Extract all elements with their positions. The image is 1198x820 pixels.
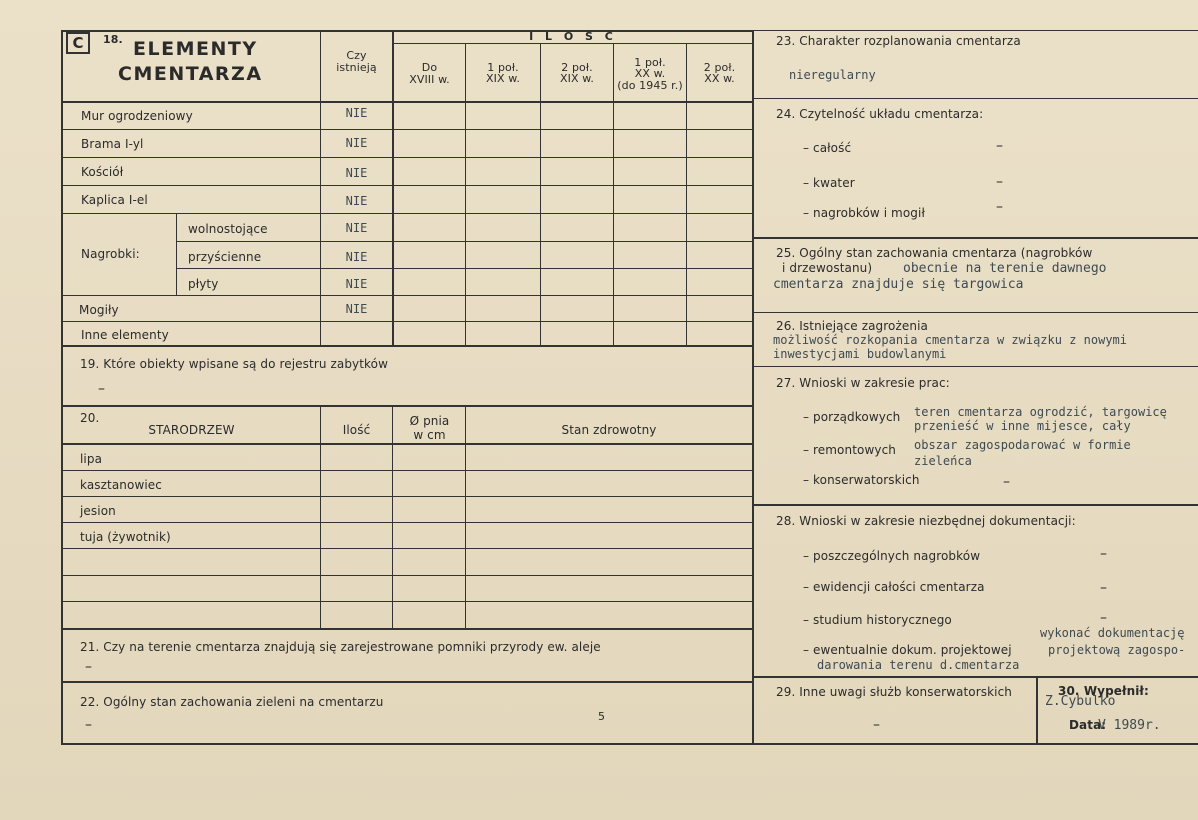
frame-top-right [752, 30, 1198, 31]
q24-text: 24. Czytelność układu cmentarza: [776, 107, 984, 121]
q29-answer: – [873, 717, 880, 733]
col-qty: I L O Ś Ć [529, 30, 617, 43]
q28-ew: – ewentualnie dokum. projektowej [803, 643, 1012, 657]
h20-header [61, 443, 754, 445]
frame-bottom-left [61, 743, 754, 745]
q27-kons-a: – [1003, 474, 1010, 490]
q30-name: Z.Cybulko [1045, 694, 1116, 709]
q24-value-0: – [996, 138, 1003, 154]
q28-value-2: – [1100, 610, 1107, 626]
period-3-l2: XX w. [634, 67, 666, 80]
tree-2: jesion [80, 504, 116, 518]
q27-rem-a2: zieleńca [914, 454, 972, 468]
sec18-number: 18. [103, 33, 123, 46]
q28-value-1: – [1100, 580, 1107, 596]
h-sec27-bottom [752, 504, 1198, 506]
q24-value-1: – [996, 174, 1003, 190]
row-line [63, 470, 753, 471]
q30-text: 30. Wypełnił: [1058, 684, 1149, 698]
q28-ew-a2: projektową zagospo- [1048, 643, 1186, 657]
q28-ew-a3: darowania terenu d.cmentarza [817, 658, 1020, 672]
q28-item-2: – studium historycznego [803, 613, 952, 627]
period-1-l2: XIX w. [486, 72, 520, 85]
row-line [63, 548, 753, 549]
row-line [63, 157, 753, 158]
q25-answer-1: obecnie na terenie dawnego [903, 261, 1107, 276]
q23-answer: nieregularny [789, 68, 876, 82]
h-sec28-bottom [752, 676, 1198, 678]
q22-text: 22. Ogólny stan zachowania zieleni na cmentarzu [80, 695, 384, 709]
q30-date: V 1989r. [1098, 718, 1161, 733]
sec18-title-2: CMENTARZA [118, 63, 263, 85]
row18-value-3: NIE [345, 194, 368, 208]
q27-kons: – konserwatorskich [803, 473, 920, 487]
row18-value-1: NIE [345, 136, 368, 150]
nagrobki-label-1: przyścienne [188, 250, 262, 264]
v20-health [465, 405, 466, 630]
col-exists-1: Czy [346, 49, 367, 62]
tree-0: lipa [80, 452, 103, 466]
v-exists-left [320, 30, 321, 346]
h-sec26-bottom [752, 366, 1198, 367]
q26-answer-2: inwestycjami budowlanymi [773, 347, 947, 361]
row-line [63, 185, 753, 186]
h-sec25-bottom [752, 312, 1198, 313]
section-letter: C [66, 32, 90, 54]
h-sec21-bottom [61, 681, 754, 683]
nagrobki-divider [176, 213, 177, 295]
q28-value-0: – [1100, 546, 1107, 562]
q21-text: 21. Czy na terenie cmentarza znajdują się zarejestrowane pomniki przyrody ew. aleje [80, 640, 601, 654]
h-sec24-bottom [752, 237, 1198, 239]
row18-label-2: Kościół [81, 165, 124, 179]
row-line [63, 295, 753, 296]
tree-3: tuja (żywotnik) [80, 530, 171, 544]
h-qty [394, 43, 752, 44]
q27-porz-a1: teren cmentarza ogrodzić, targowicę [914, 405, 1167, 419]
v-sec30 [1036, 676, 1038, 744]
q24-item-1: – kwater [803, 176, 855, 190]
v20-qty [320, 405, 321, 630]
q28-item-0: – poszczególnych nagrobków [803, 549, 981, 563]
q24-item-0: – całość [803, 141, 852, 155]
q28-ew-a1: wykonać dokumentację [1040, 626, 1185, 640]
period-2-l2: XIX w. [560, 72, 594, 85]
nagrobki-value-1: NIE [345, 250, 368, 264]
q20-col-qty: Ilość [342, 423, 371, 437]
period-0-l1: Do [421, 61, 438, 74]
h-sec23-bottom [752, 98, 1198, 99]
q27-porz-a2: przenieść w inne mijesce, cały [914, 419, 1131, 433]
row18-label-0: Mur ogrodzeniowy [81, 109, 193, 123]
q27-rem-a1: obszar zagospodarować w formie [914, 438, 1131, 452]
nagrobki-value-0: NIE [345, 221, 368, 235]
frame-mid [752, 30, 754, 745]
mogily-label: Mogiły [79, 303, 119, 317]
period-3-l3: (do 1945 r.) [617, 79, 683, 92]
mogily-value: NIE [345, 302, 368, 316]
q28-text: 28. Wnioski w zakresie niezbędnej dokumentacji: [776, 514, 1076, 528]
row-line [63, 321, 753, 322]
row18-label-3: Kaplica I-el [81, 193, 148, 207]
v-p1 [465, 43, 466, 346]
row18-value-0: NIE [345, 106, 368, 120]
row18-label-1: Brama I-yl [81, 137, 144, 151]
period-4-l1: 2 poł. [703, 61, 736, 74]
row-line [63, 496, 753, 497]
period-0-l2: XVIII w. [409, 73, 450, 86]
frame-left [61, 30, 63, 745]
period-2-l1: 2 poł. [561, 61, 593, 74]
q26-text: 26. Istniejące zagrożenia [776, 319, 928, 333]
nagrobki-label: Nagrobki: [81, 247, 140, 261]
frame-bottom-right [752, 743, 1198, 745]
nagrobki-label-2: płyty [188, 277, 219, 291]
v-p2 [540, 43, 541, 346]
q21-answer: – [85, 659, 92, 675]
nagrobki-value-2: NIE [345, 277, 368, 291]
q19-answer: – [98, 381, 105, 397]
sec18-title-1: ELEMENTY [133, 38, 258, 60]
q27-rem: – remontowych [803, 443, 896, 457]
q24-item-2: – nagrobków i mogił [803, 206, 925, 220]
h-sec18-bottom [61, 345, 754, 347]
q19-text: 19. Które obiekty wpisane są do rejestru zabytków [80, 357, 389, 371]
q24-value-2: – [996, 199, 1003, 215]
q22-answer: – [85, 717, 92, 733]
q26-answer-1: możliwość rozkopania cmentarza w związku z nowymi [773, 333, 1128, 347]
tree-1: kasztanowiec [80, 478, 162, 492]
row-line [63, 213, 753, 214]
nagrobki-label-0: wolnostojące [188, 222, 268, 236]
q20-num: 20. [80, 411, 100, 425]
v20-diam [392, 405, 393, 630]
row-line [63, 601, 753, 602]
h-sec20-bottom [61, 628, 754, 630]
page-mark: 5 [598, 710, 606, 723]
q20-col-diam-2: w cm [413, 428, 446, 442]
q28-item-1: – ewidencji całości cmentarza [803, 580, 985, 594]
row-line [63, 522, 753, 523]
q25-text-1: 25. Ogólny stan zachowania cmentarza (nagrobków [776, 246, 1093, 260]
period-3-l1: 1 poł. [634, 56, 666, 69]
h-sec19-bottom [61, 405, 754, 407]
row-line [63, 129, 753, 130]
q20-col-health: Stan zdrowotny [561, 423, 657, 437]
period-4-l2: XX w. [704, 72, 735, 85]
q25-text-2: i drzewostanu) [782, 261, 873, 275]
h-header-bottom [61, 101, 754, 103]
inne-label: Inne elementy [81, 328, 169, 342]
col-exists-2: istnieją [336, 61, 377, 74]
q27-text: 27. Wnioski w zakresie prac: [776, 376, 950, 390]
q30-date-label: Data: [1069, 718, 1107, 732]
row18-value-2: NIE [345, 166, 368, 180]
row-line [176, 268, 753, 269]
q29-text: 29. Inne uwagi służb konserwatorskich [776, 685, 1013, 699]
period-1-l1: 1 poł. [487, 61, 519, 74]
q23-text: 23. Charakter rozplanowania cmentarza [776, 34, 1021, 48]
q20-col-diam-1: Ø pnia [409, 414, 450, 428]
row-line [176, 241, 753, 242]
q20-title: STARODRZEW [148, 423, 235, 437]
q27-porz: – porządkowych [803, 410, 901, 424]
q25-answer-2: cmentarza znajduje się targowica [773, 277, 1024, 292]
row-line [63, 575, 753, 576]
